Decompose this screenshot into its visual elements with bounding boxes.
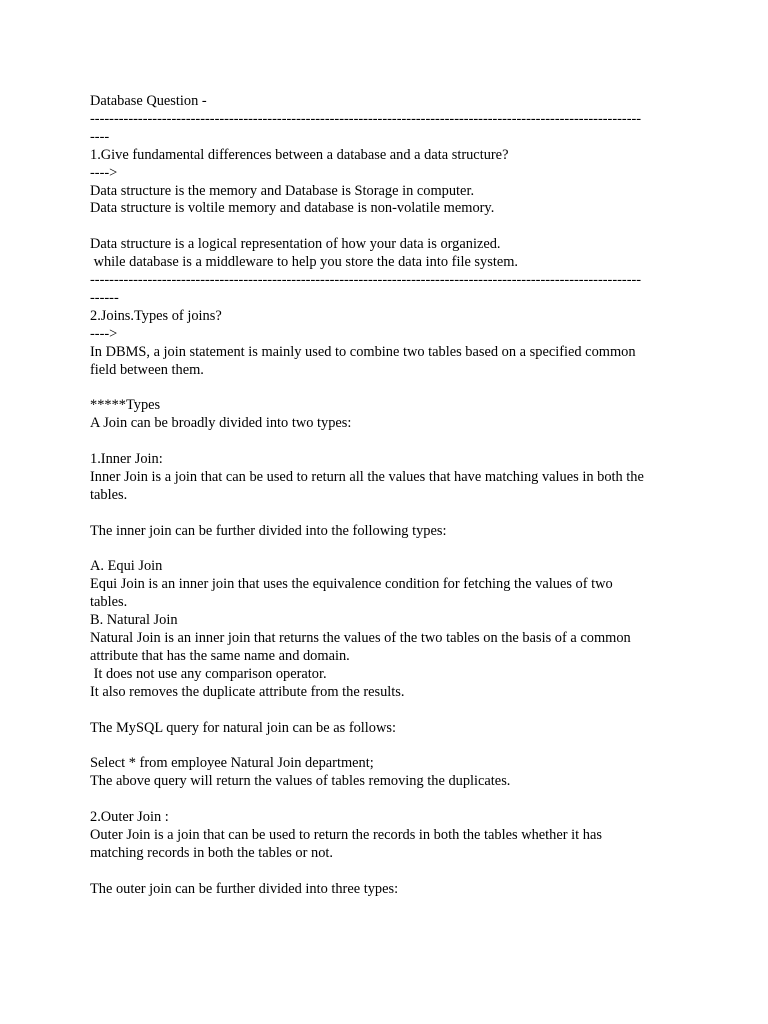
equi-join-heading: A. Equi Join — [90, 558, 163, 575]
text-line: The outer join can be further divided into three types: — [90, 880, 399, 897]
separator-line: ------------------------------------------------------------------------------------------------------------------- — [90, 110, 642, 127]
document-body — [90, 93, 680, 899]
blank-line — [90, 702, 680, 720]
text-line: The inner join can be further divided into the following types: — [90, 522, 447, 539]
answer-arrow: ----> — [90, 164, 118, 181]
text-line: It does not use any comparison operator. — [90, 665, 327, 682]
text-line: Data structure is voltile memory and database is non-volatile memory. — [90, 200, 495, 217]
blank-line — [90, 541, 680, 559]
answer-arrow: ----> — [90, 325, 118, 342]
text-line: Inner Join is a join that can be used to return all the values that have matching values in both the — [90, 468, 644, 485]
text-line: A Join can be broadly divided into two types: — [90, 415, 352, 432]
text-line: In DBMS, a join statement is mainly used to combine two tables based on a specified common — [90, 343, 636, 360]
sql-query-line: Select * from employee Natural Join department; — [90, 755, 374, 772]
text-line: tables. — [90, 486, 128, 503]
question-2-heading: 2.Joins.Types of joins? — [90, 307, 222, 324]
text-line: Data structure is the memory and Database is Storage in computer. — [90, 182, 475, 199]
text-line: while database is a middleware to help you store the data into file system. — [90, 254, 519, 271]
separator-line-continuation: ------ — [90, 289, 119, 306]
separator-line: ------------------------------------------------------------------------------------------------------------------- — [90, 272, 642, 289]
text-line: matching records in both the tables or not. — [90, 844, 333, 861]
blank-line — [90, 738, 680, 756]
blank-line — [90, 218, 680, 236]
text-line: The MySQL query for natural join can be as follows: — [90, 719, 396, 736]
text-line: Equi Join is an inner join that uses the equivalence condition for fetching the values of two — [90, 576, 613, 593]
question-1-heading: 1.Give fundamental differences between a database and a data structure? — [90, 146, 509, 163]
text-line: attribute that has the same name and domain. — [90, 648, 350, 665]
text-line: Data structure is a logical representation of how your data is organized. — [90, 236, 501, 253]
blank-line — [90, 505, 680, 523]
document-title: Database Question - — [90, 93, 207, 109]
separator-line-continuation: ---- — [90, 128, 110, 145]
text-line: The above query will return the values of tables removing the duplicates. — [90, 773, 511, 790]
blank-line — [90, 379, 680, 397]
blank-line — [90, 791, 680, 809]
text-line: It also removes the duplicate attribute from the results. — [90, 683, 405, 700]
text-line: Natural Join is an inner join that returns the values of the two tables on the basis of a common — [90, 630, 631, 647]
inner-join-heading: 1.Inner Join: — [90, 451, 163, 468]
section-heading-types: *****Types — [90, 397, 161, 414]
text-line: tables. — [90, 594, 128, 611]
text-line: Outer Join is a join that can be used to return the records in both the tables whether it has — [90, 827, 602, 844]
outer-join-heading: 2.Outer Join : — [90, 809, 169, 826]
natural-join-heading: B. Natural Join — [90, 612, 178, 629]
blank-line — [90, 863, 680, 881]
text-line: field between them. — [90, 361, 204, 378]
blank-line — [90, 433, 680, 451]
